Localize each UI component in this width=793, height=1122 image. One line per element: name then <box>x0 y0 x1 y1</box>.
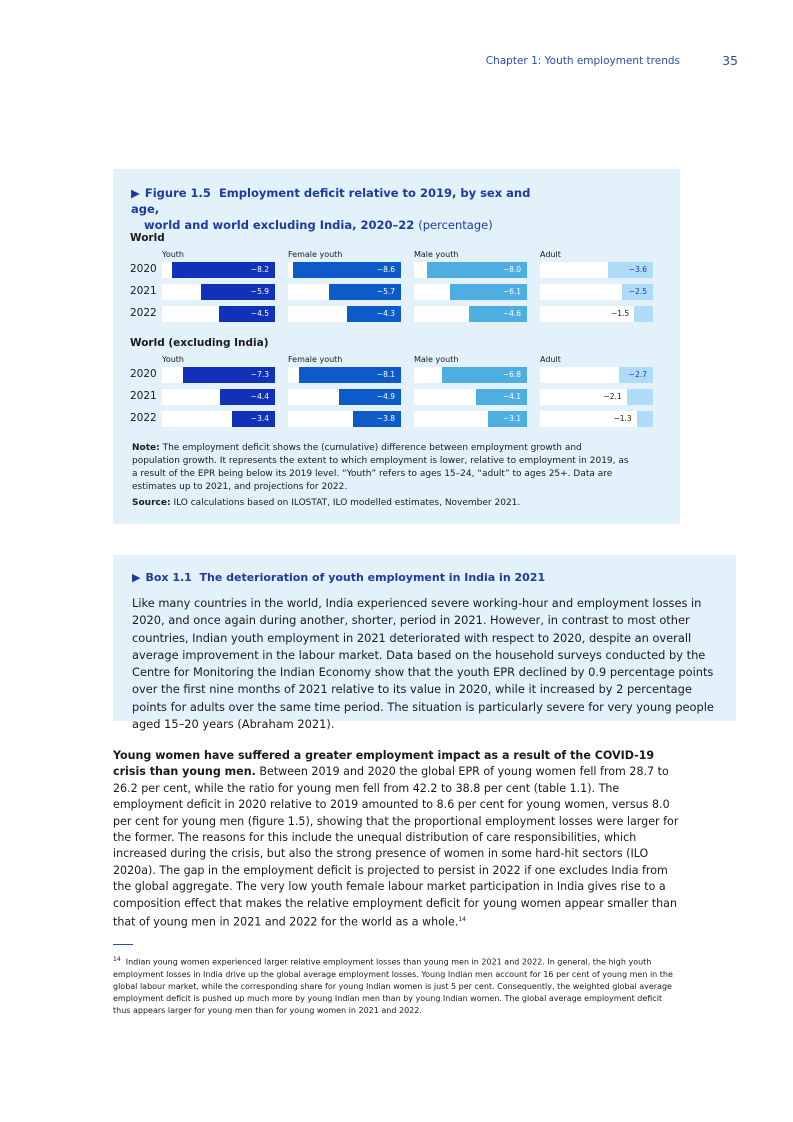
year-label: 2022 <box>130 307 157 319</box>
body-lead: Young women have suffered a greater employment impact as a result of the COVID-19 crisis than young men. <box>113 749 655 779</box>
series-header: Youth <box>162 355 184 364</box>
source-text: ILO calculations based on ILOSTAT, ILO modelled estimates, November 2021. <box>173 498 521 508</box>
data-label: −6.1 <box>502 287 521 296</box>
note-text: The employment deficit shows the (cumulative) difference between employment growth and population growth. It represents the extent to which employment is lower, relative to employment in 2019, as a result of the EPR being below its 2019 level. “Youth” refers to ages 15–24, “adult” to ages 25+. Data are estimates up to 2021, and projections for 2022. <box>132 443 629 492</box>
data-label: −4.1 <box>502 392 521 401</box>
year-label: 2021 <box>130 285 157 297</box>
data-label: −3.8 <box>376 414 395 423</box>
play-arrow-icon: ▶ <box>132 571 141 584</box>
year-label: 2020 <box>130 263 157 275</box>
figure-label: Figure 1.5 <box>144 186 211 200</box>
box-title <box>132 571 545 584</box>
data-label: −5.9 <box>250 287 269 296</box>
body-text: Between 2019 and 2020 the global EPR of young women fell from 28.7 to 26.2 per cent, while the ratio for young men fell from 42.2 to 38.8 per cent (table 1.1). The employment deficit in 2020 relative to 2019 amounted to 8.6 per cent for young women, versus 8.0 per cent for young men (figure 1.5), showing that the proportional employment losses were larger for the former. The reasons for this include the unequal distribution of care responsibilities, which increased during the crisis, but also the strong presence of women in some hard-hit sectors (ILO 2020a). The gap in the employment deficit is projected to persist in 2022 if one excludes India from the global aggregate. The very low youth female labour market participation in India gives rise to a composition effect that makes the relative employment deficit for young women appear smaller than that of young men in 2021 and 2022 for the world as a whole. <box>113 765 679 929</box>
footnote <box>113 954 680 1017</box>
data-label: −2.7 <box>628 370 647 379</box>
figure-title <box>131 185 551 233</box>
figure-note <box>132 442 632 494</box>
box-panel <box>113 555 736 732</box>
data-label: −8.2 <box>250 265 269 274</box>
year-label: 2022 <box>130 412 157 424</box>
data-label: −7.3 <box>250 370 269 379</box>
source-label: Source: <box>132 498 171 508</box>
data-label: −5.7 <box>376 287 395 296</box>
note-label: Note: <box>132 443 160 453</box>
bar <box>634 306 653 322</box>
data-label: −4.6 <box>502 309 521 318</box>
box-label: Box 1.1 <box>145 571 192 584</box>
box-title-text: The deterioration of youth employment in India in 2021 <box>199 571 546 584</box>
data-label: −1.3 <box>613 414 632 423</box>
figure-source <box>132 497 632 510</box>
data-label: −4.3 <box>376 309 395 318</box>
series-header: Youth <box>162 250 184 259</box>
year-label: 2021 <box>130 390 157 402</box>
data-label: −6.8 <box>502 370 521 379</box>
data-label: −3.6 <box>628 265 647 274</box>
data-label: −3.1 <box>502 414 521 423</box>
series-header: Female youth <box>288 250 343 259</box>
footnote-text: Indian young women experienced larger relative employment losses than young men in 2021 and 2022. In general, the high youth employment losses in India drive up the global average employment losses. Young Indian men account for 16 per cent of young men in the global labour market, while the corresponding share for young Indian women is just 5 per cent. Consequently, the weighted global average employment deficit is pushed up much more by young Indian men than by young Indian women. The global average employment deficit thus appears larger for young men than for young women in 2021 and 2022. <box>113 957 673 1015</box>
year-label: 2020 <box>130 368 157 380</box>
footnote-ref: 14 <box>458 916 466 924</box>
figure-panel <box>113 169 680 524</box>
data-label: −3.4 <box>250 414 269 423</box>
series-header: Female youth <box>288 355 343 364</box>
play-arrow-icon: ▶ <box>131 186 140 200</box>
footnote-number: 14 <box>113 956 121 963</box>
body-paragraph <box>113 748 680 931</box>
series-header: Male youth <box>414 355 459 364</box>
data-label: −8.1 <box>376 370 395 379</box>
data-label: −2.1 <box>603 392 622 401</box>
data-label: −8.0 <box>502 265 521 274</box>
data-label: −4.5 <box>250 309 269 318</box>
box-text: Like many countries in the world, India experienced severe working-hour and employment losses in 2020, and once again during another, shorter, period in 2021. However, in contrast to most other countries, Indian youth employment in 2021 deteriorated with respect to 2020, despite an overall average improvement in the labour market. Data based on the household surveys conducted by the Centre for Monitoring the Indian Economy show that the youth EPR declined by 0.9 percentage points over the first nine months of 2021 relative to its value in 2020, while it increased by 2 percentage points for adults over the same time period. The situation is particularly severe for very young people aged 15–20 years (Abraham 2021). <box>132 596 714 732</box>
panel-title: World <box>130 232 165 244</box>
footnote-divider <box>113 944 133 945</box>
page-number: 35 <box>722 53 738 68</box>
panel-title: World (excluding India) <box>130 337 269 349</box>
bar <box>627 389 653 405</box>
series-header: Male youth <box>414 250 459 259</box>
series-header: Adult <box>540 355 561 364</box>
figure-title-line1: Employment deficit relative to 2019, by sex and age, <box>131 186 531 216</box>
data-label: −2.5 <box>628 287 647 296</box>
data-label: −4.4 <box>250 392 269 401</box>
data-label: −4.9 <box>376 392 395 401</box>
data-label: −1.5 <box>610 309 630 318</box>
series-header: Adult <box>540 250 561 259</box>
bar <box>637 411 653 427</box>
chapter-title: Chapter 1: Youth employment trends <box>485 55 680 67</box>
figure-unit: (percentage) <box>418 218 493 232</box>
figure-title-line2: world and world excluding India, 2020–22 <box>144 218 415 232</box>
data-label: −8.6 <box>376 265 395 274</box>
